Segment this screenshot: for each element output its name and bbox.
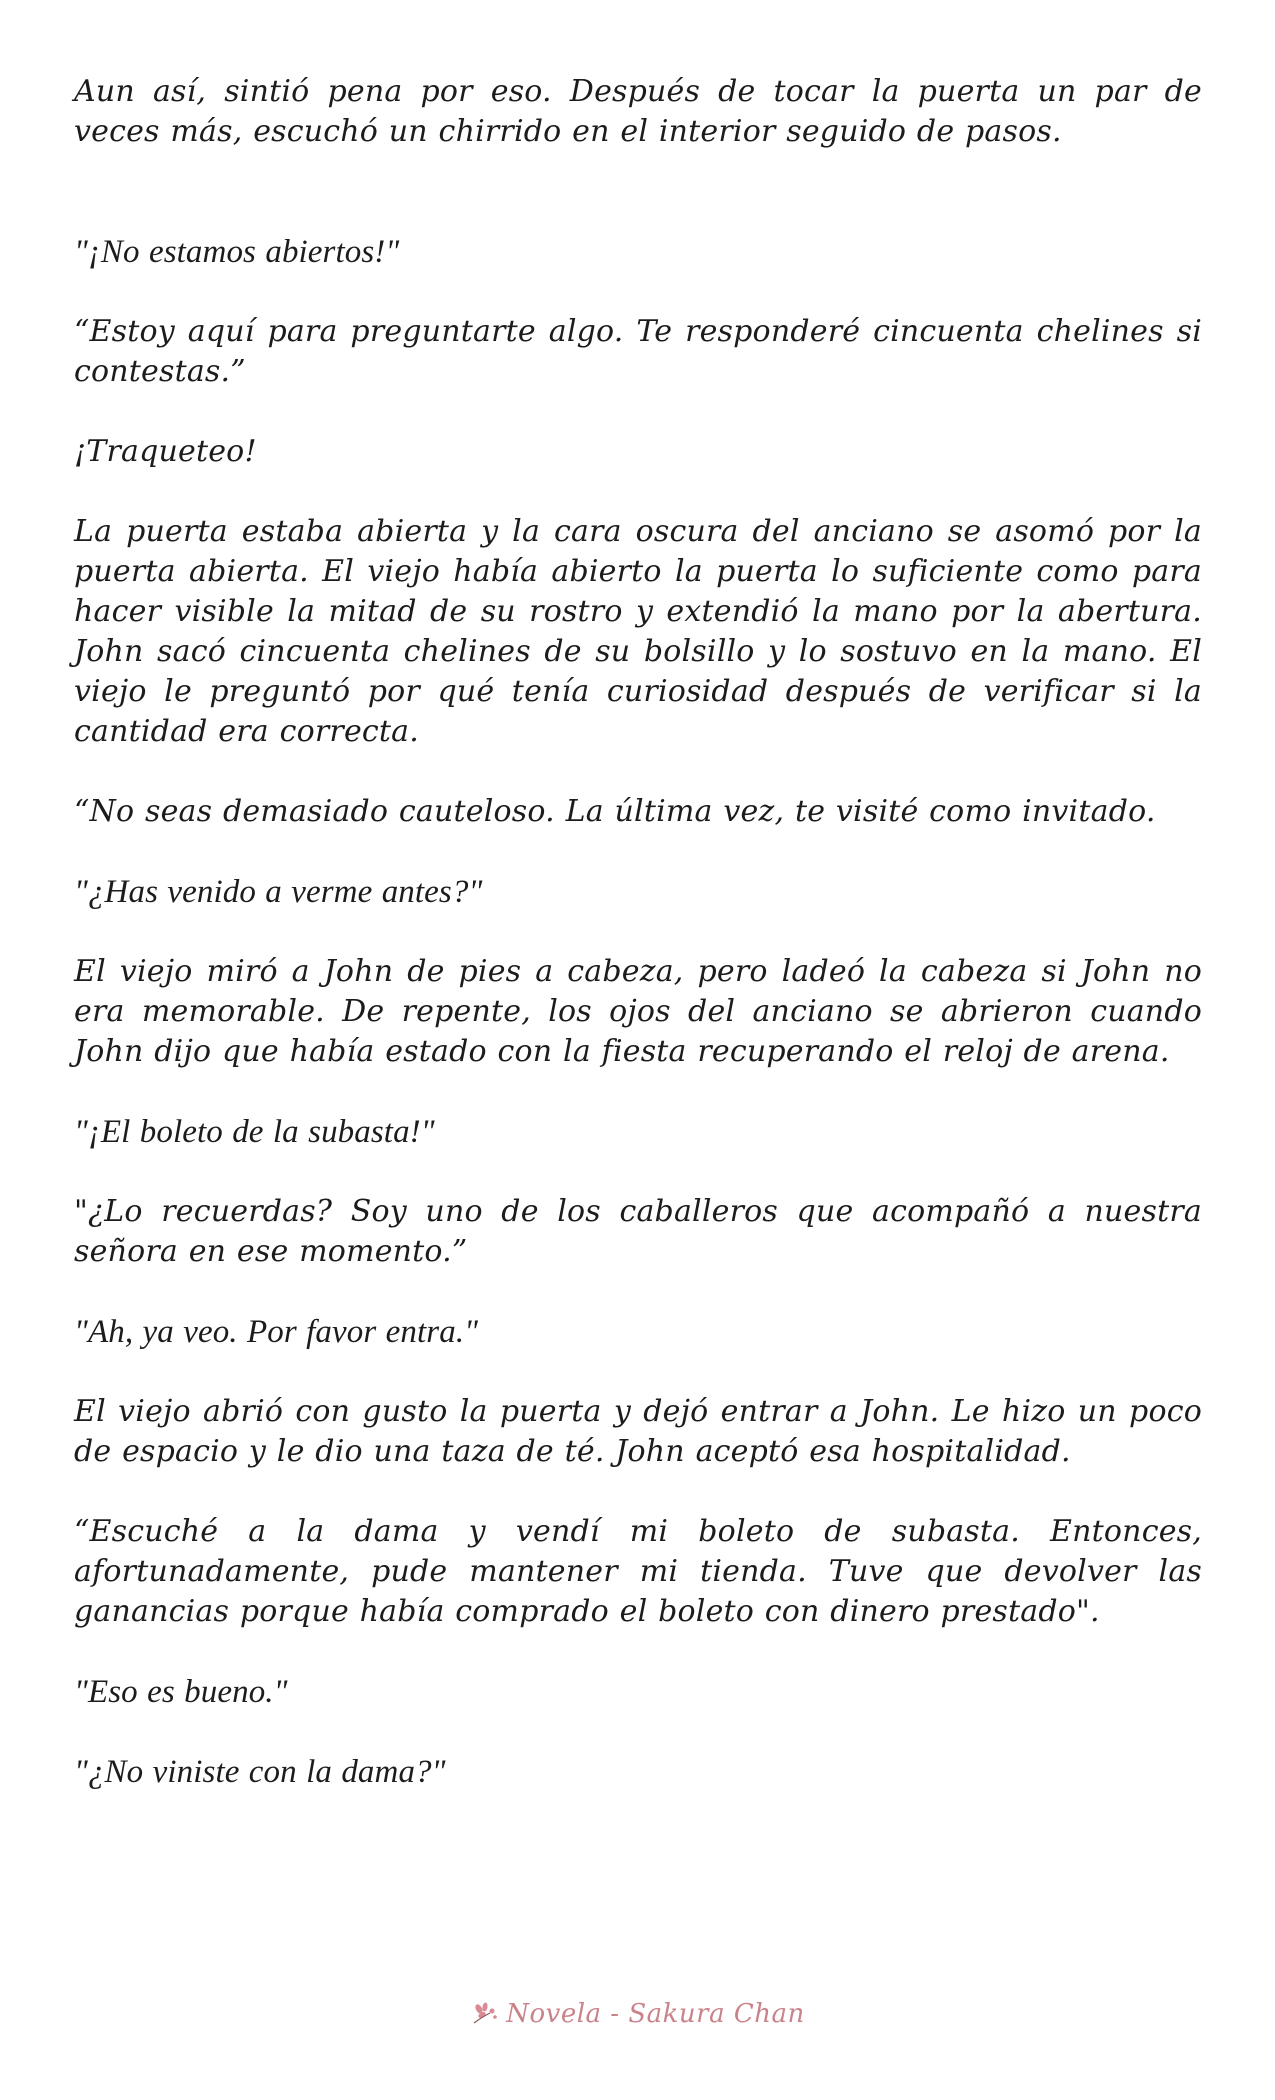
paragraph: El viejo miró a John de pies a cabeza, pero ladeó la cabeza si John no era memorable. De repente, los ojos del anciano se abrieron cuando John dijo que había estado con la fiesta recuperando el reloj de arena. [74,954,1202,1069]
paragraph: "¿Lo recuerdas? Soy uno de los caballeros que acompañó a nuestra señora en ese momento.” [74,1194,1202,1269]
dialogue-line: "Eso es bueno." [74,1674,288,1710]
dialogue-line: "¡No estamos abiertos!" [74,234,400,270]
paragraph: “No seas demasiado cauteloso. La última vez, te visité como invitado. [74,794,1156,829]
paragraph: La puerta estaba abierta y la cara oscura del anciano se asomó por la puerta abierta. El viejo había abierto la puerta lo suficiente como para hacer visible la mitad de su rostro y extendió la mano por la abertura. John sacó cincuenta chelines de su bolsillo y lo sostuvo en la mano. El viejo le preguntó por qué tenía curiosidad después de verificar si la cantidad era correcta. [74,514,1202,749]
watermark-text: Novela - Sakura Chan [506,1999,805,2029]
sakura-flower-icon [470,2001,500,2027]
dialogue-line: "¡El boleto de la subasta!" [74,1114,435,1150]
dialogue-line: "¿Has venido a verme antes?" [74,874,483,910]
paragraph: “Estoy aquí para preguntarte algo. Te responderé cincuenta chelines si contestas.” [74,314,1202,389]
body-text [74,72,1202,1832]
paragraph: “Escuché a la dama y vendí mi boleto de subasta. Entonces, afortunadamente, pude mantener mi tienda. Tuve que devolver las ganancias porque había comprado el boleto con dinero prestado". [74,1514,1202,1629]
dialogue-line: "Ah, ya veo. Por favor entra." [74,1314,479,1350]
watermark [0,1994,1275,2034]
sound-effect: ¡Traqueteo! [74,434,257,469]
paragraph: Aun así, sintió pena por eso. Después de tocar la puerta un par de veces más, escuchó un chirrido en el interior seguido de pasos. [74,74,1202,149]
dialogue-line: "¿No viniste con la dama?" [74,1754,446,1790]
paragraph: El viejo abrió con gusto la puerta y dejó entrar a John. Le hizo un poco de espacio y le dio una taza de té. John aceptó esa hospitalidad. [74,1394,1202,1469]
